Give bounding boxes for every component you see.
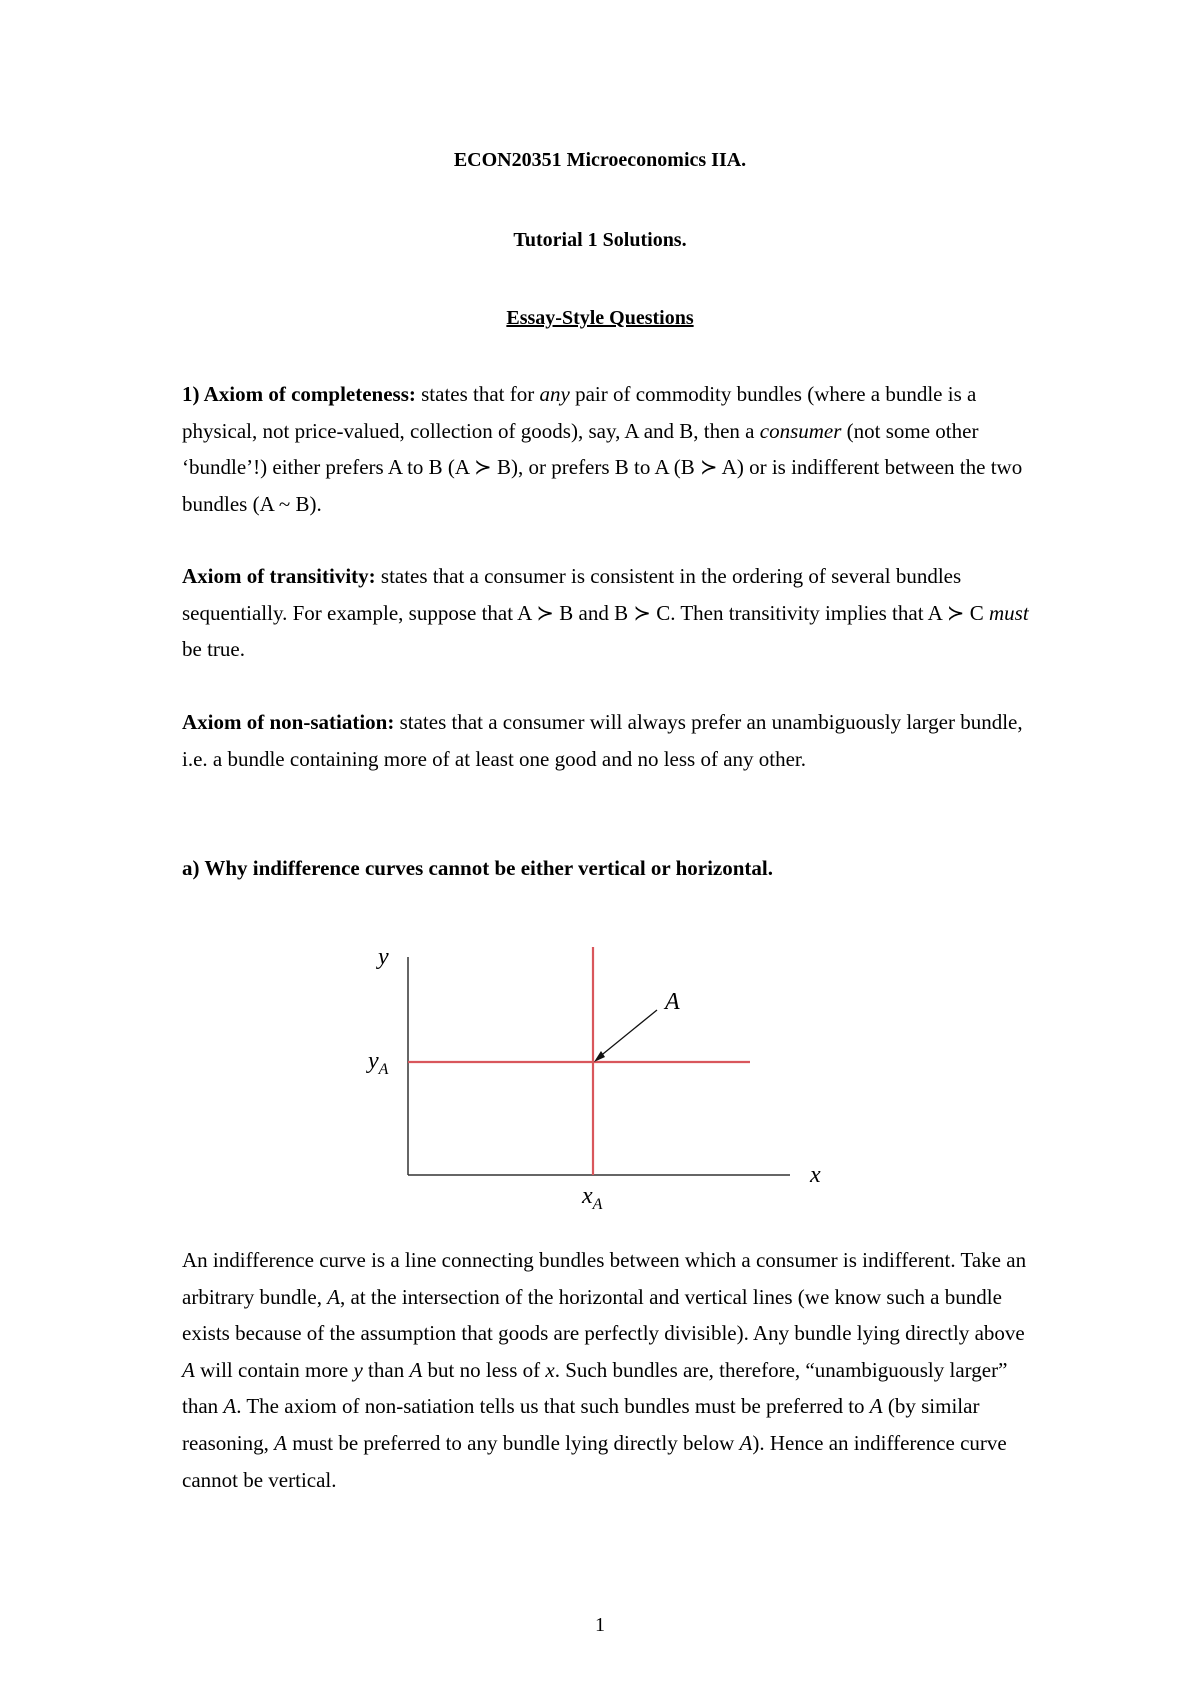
pointer-arrow: [598, 1010, 657, 1058]
explanation-paragraph: An indifference curve is a line connecting bundles between which a consumer is indifferent. Take an arbitrary bundle, A, at the intersection of the horizontal and vertical lines (we know such a bundle exists because of the assumption that goods are perfectly divisible). Any bundle lying directly above A will contain more y than A but no less of x. Such bundles are, therefore, “unambiguously larger” than A. The axiom of non-satiation tells us that such bundles must be preferred to A (by similar reasoning, A must be preferred to any bundle lying directly below A). Hence an indifference curve cannot be vertical.: [182, 1248, 1027, 1492]
x-tick-label: $x_A$: [582, 1183, 603, 1213]
course-title: ECON20351 Microeconomics IIA.: [453, 149, 747, 171]
completeness-label: 1) Axiom of completeness:: [182, 382, 416, 406]
y-tick-label: $y_A$: [368, 1048, 389, 1078]
nonsatiation-label: Axiom of non-satiation:: [182, 710, 395, 734]
completeness-paragraph: 1) Axiom of completeness: states that for any pair of commodity bundles (where a bundle is a physical, not price-valued, collection of goods), say, A and B, then a consumer (not some other ‘bundle’!) either prefers A to B (A ≻ B), or prefers B to A (B ≻ A) or is indifferent between the two bundles (A ~ B).: [182, 382, 1023, 516]
bundle-a-label: A: [665, 989, 680, 1015]
section-title: Essay-Style Questions: [506, 307, 694, 329]
transitivity-label: Axiom of transitivity:: [182, 564, 376, 588]
tutorial-title: Tutorial 1 Solutions.: [513, 229, 687, 251]
x-axis-label: x: [810, 1162, 821, 1188]
arrow-head: [594, 1051, 605, 1062]
y-axis-label: y: [378, 944, 389, 970]
indifference-diagram: [360, 935, 840, 1225]
page-number: 1: [595, 1614, 605, 1636]
nonsatiation-paragraph: Axiom of non-satiation: states that a consumer will always prefer an unambiguously larger bundle, i.e. a bundle containing more of at least one good and no less of any other.: [182, 710, 1023, 771]
transitivity-paragraph: Axiom of transitivity: states that a consumer is consistent in the ordering of several bundles sequentially. For example, suppose that A ≻ B and B ≻ C. Then transitivity implies that A ≻ C must be true.: [182, 564, 1029, 662]
question-a-heading: a) Why indifference curves cannot be either vertical or horizontal.: [182, 856, 774, 880]
